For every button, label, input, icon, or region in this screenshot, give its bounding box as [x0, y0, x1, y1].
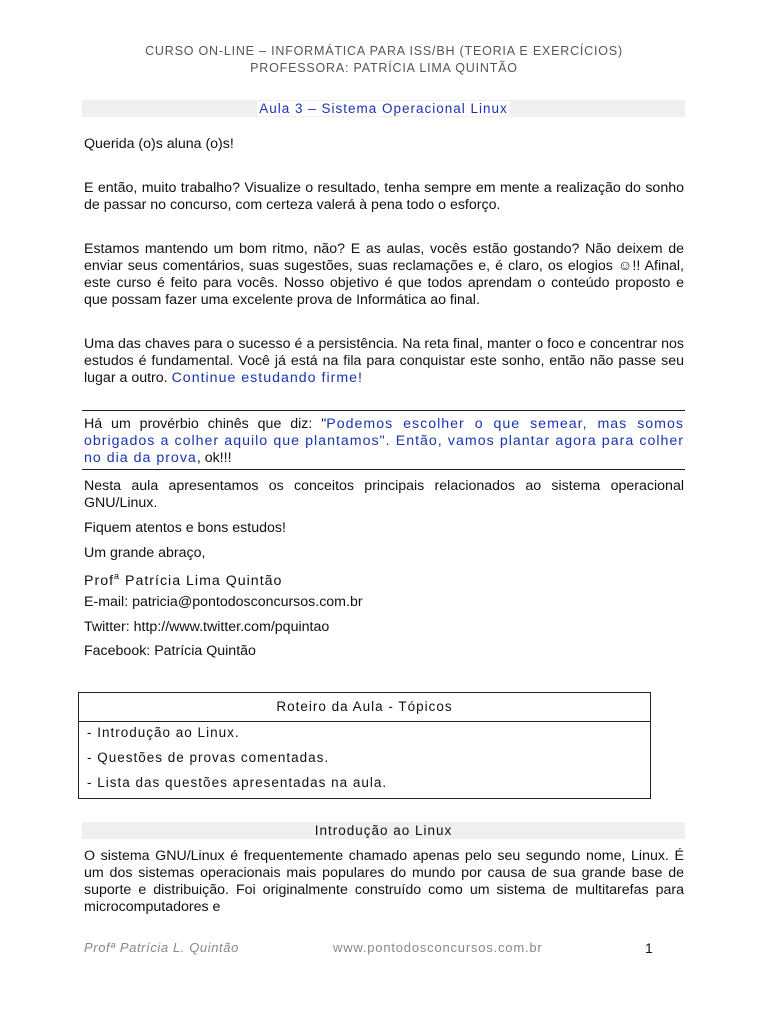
section-title: Introdução ao Linux	[314, 823, 453, 838]
footer-site: www.pontodosconcursos.com.br	[333, 940, 543, 955]
roteiro-table	[78, 692, 651, 799]
greeting: Querida (o)s aluna (o)s!	[84, 136, 234, 152]
email-line: E-mail: patricia@pontodosconcursos.com.br	[84, 594, 363, 610]
paragraph-motivation: E então, muito trabalho? Visualize o resultado, tenha sempre em mente a realização do sonho de passar no concurso, com certeza valerá à pena todo o esforço.	[84, 180, 684, 213]
roteiro-item: - Questões de provas comentadas.	[87, 750, 330, 765]
prof-superscript: a	[114, 571, 121, 581]
author-name: Patrícia Lima Quintão	[125, 573, 283, 589]
persistence-text: Uma das chaves para o sucesso é a persistência. Na reta final, manter o foco e concentrar nos estudos é fundamental. Você já está na fila para conquistar este sonho, então não passe seu lugar a outro.	[84, 336, 684, 386]
facebook-line: Facebook: Patrícia Quintão	[84, 643, 256, 659]
section-body: O sistema GNU/Linux é frequentemente chamado apenas pelo seu segundo nome, Linux. É um dos sistemas operacionais mais populares do mundo por causa de sua grande base de suporte e distribuição. Foi originalmente construído como um sistema de multitarefas para microcomputadores e	[84, 848, 684, 915]
paragraph-persistence	[84, 336, 684, 387]
course-header-line2: PROFESSORA: PATRÍCIA LIMA QUINTÃO	[250, 61, 518, 75]
paragraph-lesson-intro: Nesta aula apresentamos os conceitos principais relacionados ao sistema operacional GNU/Linux.	[84, 478, 684, 511]
proverb-intro: Há um provérbio chinês que diz: "	[84, 416, 327, 432]
proverb-paragraph	[84, 416, 684, 467]
roteiro-item: - Lista das questões apresentadas na aula.	[87, 775, 388, 790]
proverb-quote: Podemos escolher o que semear, mas somos obrigados a colher aquilo que plantamos". Então, vamos plantar agora para colher no dia da prova	[84, 416, 684, 466]
continue-highlight: Continue estudando firme!	[171, 370, 363, 386]
paragraph-hug: Um grande abraço,	[84, 545, 206, 561]
twitter-line: Twitter: http://www.twitter.com/pquintao	[84, 619, 330, 635]
proverb-ending: , ok!!!	[196, 450, 232, 466]
divider-top	[82, 410, 685, 411]
prof-prefix: Prof	[84, 573, 115, 589]
paragraph-rhythm: Estamos mantendo um bom ritmo, não? E as aulas, vocês estão gostando? Não deixem de enviar seus comentários, suas sugestões, suas reclamações e, é claro, os elogios ☺!! Afinal, este curso é feito para vocês. Nosso objetivo é que todos aprendam o conteúdo proposto e que possam fazer uma excelente prova de Informática ao final.	[84, 241, 684, 308]
footer-author: Profª Patrícia L. Quintão	[84, 940, 239, 955]
roteiro-item: - Introdução ao Linux.	[87, 725, 240, 740]
roteiro-title: Roteiro da Aula - Tópicos	[79, 693, 650, 722]
page-number: 1	[645, 940, 653, 956]
section-title-bar	[82, 822, 685, 839]
lesson-title: Aula 3 – Sistema Operacional Linux	[259, 101, 508, 116]
paragraph-good-studies: Fiquem atentos e bons estudos!	[84, 520, 286, 536]
course-header-line1: CURSO ON-LINE – INFORMÁTICA PARA ISS/BH (TEORIA E EXERCÍCIOS)	[145, 44, 623, 58]
signature-name	[84, 568, 684, 590]
lesson-title-bar	[82, 100, 685, 117]
divider-bottom	[82, 469, 685, 470]
